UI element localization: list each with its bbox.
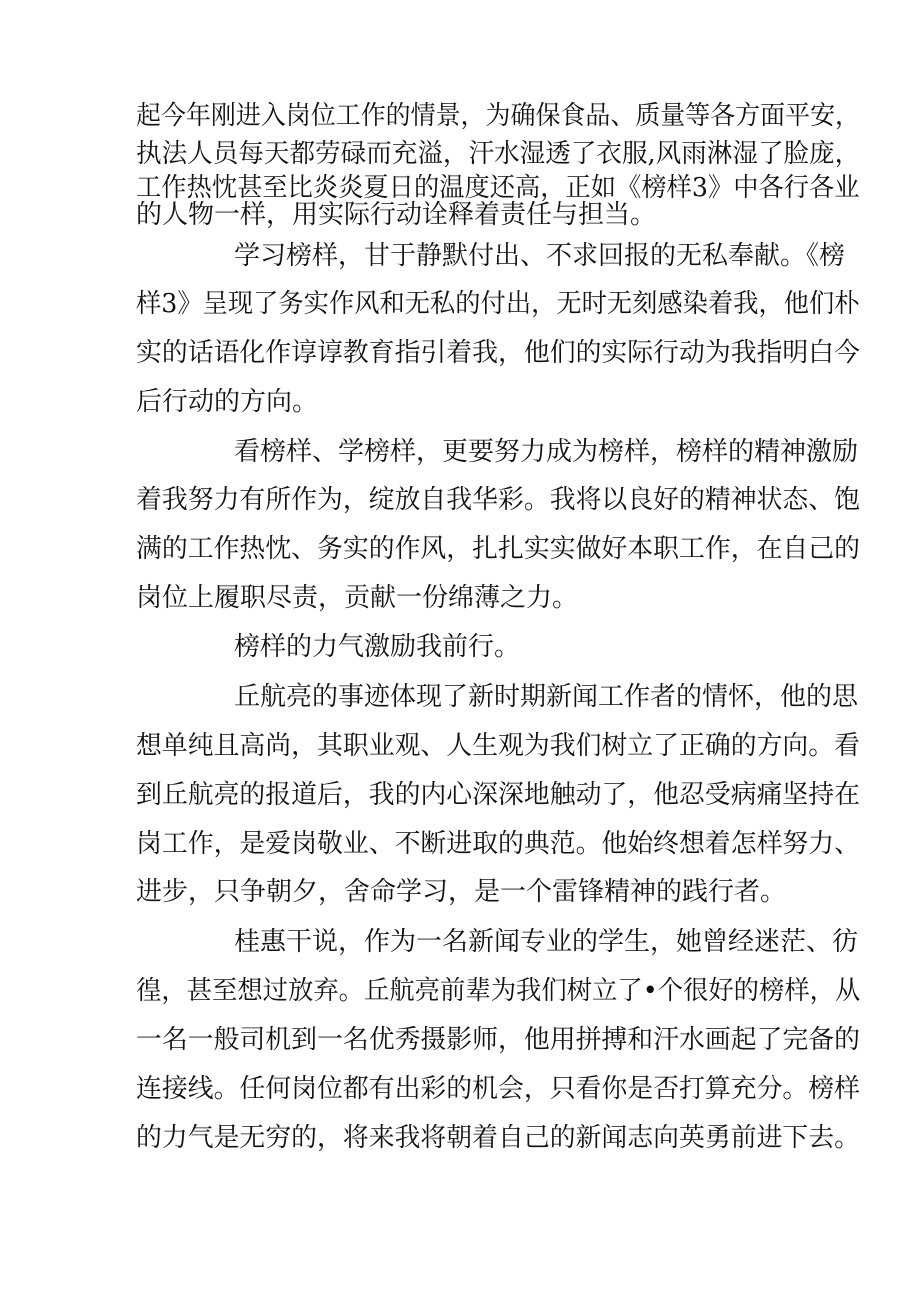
paragraph-3-line-2: 着我努力有所作为，绽放自我华彩。我将以良好的精神状态、饱 <box>136 485 861 515</box>
paragraph-5-line-1: 丘航亮的事迹体现了新时期新闻工作者的情怀，他的思 <box>234 682 859 712</box>
paragraph-3-line-1: 看榜样、学榜样，更要努力成为榜样，榜样的精神激励 <box>234 437 859 467</box>
paragraph-6-line-2: 徨，甚至想过放弃。丘航亮前辈为我们树立了•个很好的榜样，从 <box>136 976 861 1006</box>
paragraph-1-line-3: 工作热忱甚至比炎炎夏日的温度还高，正如《榜样3》中各行各业 <box>136 173 860 203</box>
paragraph-1-line-2: 执法人员每天都劳碌而充溢，汗水湿透了衣服,风雨淋湿了脸庞， <box>136 139 861 169</box>
paragraph-5-line-5: 进步，只争朝夕，舍命学习，是一个雷锋精神的践行者。 <box>136 877 787 907</box>
paragraph-6-line-5: 的力气是无穷的，将来我将朝着自己的新闻志向英勇前进下去。 <box>136 1123 861 1153</box>
paragraph-1-line-1: 起今年刚进入岗位工作的情景，为确保食品、质量等各方面平安， <box>136 101 861 131</box>
paragraph-1-line-4: 的人物一样，用实际行动诠释着责任与担当。 <box>136 200 657 230</box>
paragraph-6-line-4: 连接线。任何岗位都有出彩的机会，只看你是否打算充分。榜样 <box>136 1074 861 1104</box>
paragraph-3-line-4: 岗位上履职尽责，贡献一份绵薄之力。 <box>136 583 579 613</box>
paragraph-3-line-3: 满的工作热忱、务实的作风，扎扎实实做好本职工作，在自己的 <box>136 534 861 564</box>
paragraph-5-line-4: 岗工作，是爱岗敬业、不断进取的典范。他始终想着怎样努力、 <box>136 829 861 859</box>
paragraph-4-line-1: 榜样的力气激励我前行。 <box>234 632 521 662</box>
paragraph-6-line-1: 桂惠干说，作为一名新闻专业的学生，她曾经迷茫、彷 <box>234 927 859 957</box>
paragraph-2-line-3: 实的话语化作谆谆教育指引着我，他们的实际行动为我指明白今 <box>136 338 861 368</box>
paragraph-5-line-3: 到丘航亮的报道后，我的内心深深地触动了，他忍受病痛坚持在 <box>136 780 861 810</box>
paragraph-6-line-3: 一名一般司机到一名优秀摄影师，他用拼搏和汗水画起了完备的 <box>136 1025 861 1055</box>
paragraph-2-line-4: 后行动的方向。 <box>136 387 319 417</box>
paragraph-5-line-2: 想单纯且高尚，其职业观、人生观为我们树立了正确的方向。看 <box>136 731 861 761</box>
paragraph-2-line-1: 学习榜样，甘于静默付出、不求回报的无私奉献。《榜 <box>234 241 846 271</box>
paragraph-2-line-2: 样3》呈现了务实作风和无私的付出，无时无刻感染着我，他们朴 <box>136 289 860 319</box>
